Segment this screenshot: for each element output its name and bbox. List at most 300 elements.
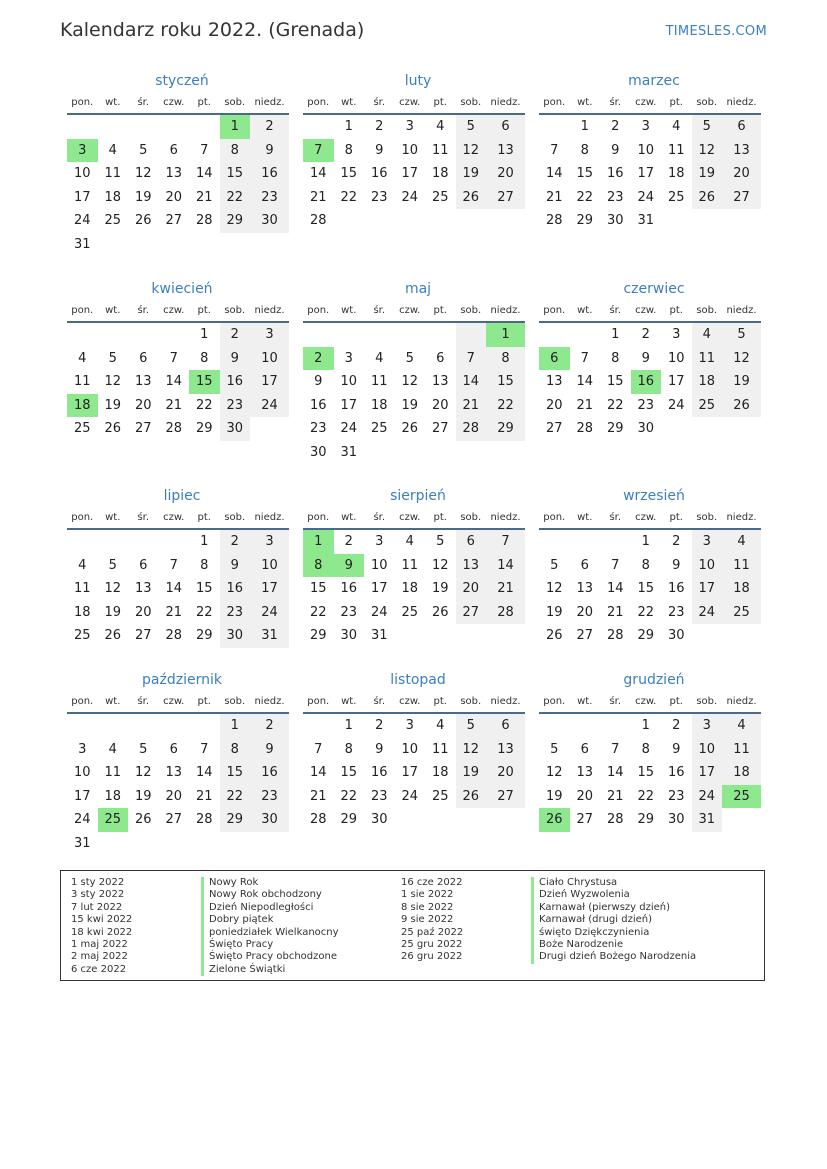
day-cell[interactable]: 25 (401, 604, 419, 620)
day-cell[interactable]: 16 (250, 162, 289, 186)
day-cell[interactable]: 24 (73, 812, 91, 827)
day-cell[interactable]: 17 (692, 577, 723, 601)
day-cell[interactable]: 12 (545, 581, 563, 596)
day-cell[interactable]: 17 (370, 581, 388, 596)
day-cell[interactable]: 26 (692, 186, 723, 210)
day-cell[interactable]: 14 (309, 765, 327, 780)
day-cell[interactable]: 9 (375, 741, 384, 757)
day-cell[interactable]: 23 (250, 785, 289, 809)
day-cell[interactable]: 1 (641, 534, 650, 549)
day-cell[interactable]: 14 (309, 166, 327, 181)
day-cell[interactable]: 5 (722, 323, 761, 347)
day-cell[interactable]: 12 (722, 347, 761, 371)
day-cell[interactable]: 1 (580, 119, 589, 134)
day-cell[interactable]: 20 (486, 761, 525, 785)
day-cell[interactable]: 7 (200, 142, 209, 158)
day-cell[interactable]: 19 (104, 604, 122, 620)
day-cell[interactable]: 3 (78, 741, 87, 757)
day-cell[interactable]: 8 (344, 741, 353, 757)
day-cell[interactable]: 27 (486, 785, 525, 809)
day-cell[interactable]: 22 (340, 189, 358, 205)
day-cell[interactable]: 13 (486, 738, 525, 762)
day-cell[interactable]: 26 (104, 628, 122, 643)
day-cell[interactable]: 20 (456, 577, 487, 601)
day-cell[interactable]: 22 (637, 788, 655, 804)
day-cell[interactable]: 9 (220, 554, 251, 578)
day-cell[interactable]: 16 (370, 166, 388, 181)
day-cell[interactable]: 3 (405, 718, 414, 733)
day-cell[interactable]: 13 (576, 765, 594, 780)
day-cell[interactable]: 29 (340, 812, 358, 827)
day-cell[interactable]: 29 (606, 421, 624, 436)
day-cell[interactable]: 21 (456, 394, 487, 418)
day-cell[interactable]: 18 (370, 397, 388, 413)
day-cell[interactable]: 30 (220, 417, 251, 441)
day-cell[interactable]: 2 (220, 323, 251, 347)
day-cell[interactable]: 30 (667, 812, 685, 827)
day-cell[interactable]: 28 (606, 812, 624, 827)
day-cell[interactable]: 7 (314, 741, 323, 757)
day-cell[interactable]: 14 (165, 581, 183, 596)
day-cell[interactable]: 31 (370, 628, 388, 643)
day-cell[interactable]: 1 (303, 530, 334, 554)
day-cell[interactable]: 31 (692, 808, 723, 832)
day-cell[interactable]: 20 (486, 162, 525, 186)
day-cell[interactable]: 4 (672, 119, 681, 134)
day-cell[interactable]: 25 (692, 394, 723, 418)
day-cell[interactable]: 24 (401, 189, 419, 205)
day-cell[interactable]: 20 (431, 397, 449, 413)
day-cell[interactable]: 22 (309, 604, 327, 620)
day-cell[interactable]: 30 (250, 808, 289, 832)
day-cell[interactable]: 8 (344, 142, 353, 158)
day-cell[interactable]: 28 (165, 628, 183, 643)
day-cell[interactable]: 9 (375, 142, 384, 158)
day-cell[interactable]: 7 (200, 741, 209, 757)
day-cell[interactable]: 9 (641, 350, 650, 366)
day-cell[interactable]: 7 (456, 347, 487, 371)
day-cell[interactable]: 3 (692, 714, 723, 738)
day-cell[interactable]: 3 (67, 139, 98, 163)
day-cell[interactable]: 1 (220, 714, 251, 738)
day-cell[interactable]: 1 (641, 718, 650, 733)
day-cell[interactable]: 4 (722, 530, 761, 554)
day-cell[interactable]: 21 (606, 788, 624, 804)
day-cell[interactable]: 26 (456, 785, 487, 809)
day-cell[interactable]: 27 (486, 186, 525, 210)
day-cell[interactable]: 10 (401, 741, 419, 757)
day-cell[interactable]: 22 (220, 785, 251, 809)
day-cell[interactable]: 14 (545, 166, 563, 181)
day-cell[interactable]: 28 (545, 213, 563, 228)
day-cell[interactable]: 10 (692, 738, 723, 762)
day-cell[interactable]: 24 (250, 601, 289, 625)
day-cell[interactable]: 26 (134, 213, 152, 228)
day-cell[interactable]: 23 (340, 604, 358, 620)
day-cell[interactable]: 10 (370, 557, 388, 573)
day-cell[interactable]: 12 (456, 738, 487, 762)
day-cell[interactable]: 6 (580, 557, 589, 573)
day-cell[interactable]: 27 (134, 628, 152, 643)
day-cell[interactable]: 12 (431, 557, 449, 573)
day-cell[interactable]: 17 (401, 166, 419, 181)
day-cell[interactable]: 20 (165, 189, 183, 205)
day-cell[interactable]: 27 (456, 601, 487, 625)
day-cell[interactable]: 10 (73, 166, 91, 181)
day-cell[interactable]: 7 (303, 139, 334, 163)
day-cell[interactable]: 30 (250, 209, 289, 233)
day-cell[interactable]: 12 (692, 139, 723, 163)
day-cell[interactable]: 20 (576, 604, 594, 620)
day-cell[interactable]: 22 (576, 189, 594, 205)
day-cell[interactable]: 7 (486, 530, 525, 554)
day-cell[interactable]: 28 (576, 421, 594, 436)
day-cell[interactable]: 28 (486, 601, 525, 625)
day-cell[interactable]: 28 (195, 812, 213, 827)
day-cell[interactable]: 16 (220, 370, 251, 394)
day-cell[interactable]: 29 (195, 421, 213, 436)
day-cell[interactable]: 6 (436, 350, 445, 366)
day-cell[interactable]: 31 (73, 835, 91, 851)
day-cell[interactable]: 14 (606, 765, 624, 780)
day-cell[interactable]: 27 (431, 421, 449, 436)
day-cell[interactable]: 9 (334, 554, 365, 578)
day-cell[interactable]: 24 (370, 604, 388, 620)
brand-logo[interactable]: TIMESLES.COM (665, 24, 767, 39)
day-cell[interactable]: 12 (545, 765, 563, 780)
day-cell[interactable]: 3 (250, 530, 289, 554)
day-cell[interactable]: 15 (220, 761, 251, 785)
day-cell[interactable]: 16 (220, 577, 251, 601)
day-cell[interactable]: 19 (545, 604, 563, 620)
day-cell[interactable]: 7 (169, 350, 178, 366)
day-cell[interactable]: 19 (134, 788, 152, 804)
day-cell[interactable]: 22 (195, 397, 213, 413)
day-cell[interactable]: 4 (78, 557, 87, 573)
day-cell[interactable]: 18 (104, 189, 122, 205)
day-cell[interactable]: 13 (456, 554, 487, 578)
day-cell[interactable]: 11 (104, 765, 122, 780)
day-cell[interactable]: 13 (165, 765, 183, 780)
day-cell[interactable]: 25 (722, 785, 761, 809)
day-cell[interactable]: 7 (611, 741, 620, 757)
day-cell[interactable]: 8 (303, 554, 334, 578)
day-cell[interactable]: 11 (370, 374, 388, 389)
day-cell[interactable]: 15 (189, 370, 220, 394)
day-cell[interactable]: 3 (641, 119, 650, 134)
day-cell[interactable]: 18 (692, 370, 723, 394)
day-cell[interactable]: 25 (104, 213, 122, 228)
day-cell[interactable]: 29 (486, 417, 525, 441)
day-cell[interactable]: 21 (309, 189, 327, 205)
day-cell[interactable]: 13 (486, 139, 525, 163)
day-cell[interactable]: 5 (139, 142, 148, 158)
day-cell[interactable]: 28 (165, 421, 183, 436)
day-cell[interactable]: 22 (340, 788, 358, 804)
day-cell[interactable]: 6 (486, 714, 525, 738)
day-cell[interactable]: 10 (692, 554, 723, 578)
day-cell[interactable]: 15 (340, 765, 358, 780)
day-cell[interactable]: 24 (73, 213, 91, 228)
day-cell[interactable]: 18 (104, 788, 122, 804)
day-cell[interactable]: 30 (667, 628, 685, 643)
day-cell[interactable]: 23 (606, 189, 624, 205)
day-cell[interactable]: 23 (637, 397, 655, 413)
day-cell[interactable]: 8 (641, 557, 650, 573)
day-cell[interactable]: 30 (606, 213, 624, 228)
day-cell[interactable]: 21 (165, 397, 183, 413)
day-cell[interactable]: 24 (401, 788, 419, 804)
day-cell[interactable]: 4 (436, 119, 445, 134)
day-cell[interactable]: 2 (375, 718, 384, 733)
day-cell[interactable]: 6 (580, 741, 589, 757)
day-cell[interactable]: 29 (195, 628, 213, 643)
day-cell[interactable]: 25 (98, 808, 129, 832)
day-cell[interactable]: 4 (108, 142, 117, 158)
day-cell[interactable]: 1 (344, 718, 353, 733)
day-cell[interactable]: 19 (104, 397, 122, 413)
day-cell[interactable]: 23 (667, 788, 685, 804)
day-cell[interactable]: 18 (67, 394, 98, 418)
day-cell[interactable]: 19 (134, 189, 152, 205)
day-cell[interactable]: 8 (200, 350, 209, 366)
day-cell[interactable]: 13 (545, 374, 563, 389)
day-cell[interactable]: 22 (220, 186, 251, 210)
day-cell[interactable]: 2 (672, 534, 681, 549)
day-cell[interactable]: 2 (220, 530, 251, 554)
day-cell[interactable]: 30 (340, 628, 358, 643)
day-cell[interactable]: 15 (309, 581, 327, 596)
day-cell[interactable]: 10 (637, 142, 655, 158)
day-cell[interactable]: 4 (405, 534, 414, 549)
day-cell[interactable]: 2 (611, 119, 620, 134)
day-cell[interactable]: 27 (165, 812, 183, 827)
day-cell[interactable]: 26 (722, 394, 761, 418)
day-cell[interactable]: 7 (169, 557, 178, 573)
day-cell[interactable]: 30 (220, 624, 251, 648)
day-cell[interactable]: 21 (545, 189, 563, 205)
day-cell[interactable]: 24 (667, 397, 685, 413)
day-cell[interactable]: 29 (637, 628, 655, 643)
day-cell[interactable]: 21 (606, 604, 624, 620)
day-cell[interactable]: 15 (637, 581, 655, 596)
day-cell[interactable]: 14 (456, 370, 487, 394)
day-cell[interactable]: 6 (139, 557, 148, 573)
day-cell[interactable]: 19 (431, 581, 449, 596)
day-cell[interactable]: 3 (672, 327, 681, 342)
day-cell[interactable]: 14 (195, 765, 213, 780)
day-cell[interactable]: 22 (486, 394, 525, 418)
day-cell[interactable]: 31 (250, 624, 289, 648)
day-cell[interactable]: 6 (139, 350, 148, 366)
day-cell[interactable]: 27 (576, 628, 594, 643)
day-cell[interactable]: 16 (667, 581, 685, 596)
day-cell[interactable]: 1 (200, 327, 209, 342)
day-cell[interactable]: 31 (340, 444, 358, 460)
day-cell[interactable]: 16 (370, 765, 388, 780)
day-cell[interactable]: 2 (641, 327, 650, 342)
day-cell[interactable]: 11 (73, 581, 91, 596)
day-cell[interactable]: 4 (375, 350, 384, 366)
day-cell[interactable]: 15 (220, 162, 251, 186)
day-cell[interactable]: 16 (667, 765, 685, 780)
day-cell[interactable]: 24 (637, 189, 655, 205)
day-cell[interactable]: 15 (486, 370, 525, 394)
day-cell[interactable]: 2 (250, 115, 289, 139)
day-cell[interactable]: 9 (672, 741, 681, 757)
day-cell[interactable]: 12 (134, 765, 152, 780)
day-cell[interactable]: 25 (431, 788, 449, 804)
day-cell[interactable]: 19 (692, 162, 723, 186)
day-cell[interactable]: 16 (309, 397, 327, 413)
day-cell[interactable]: 18 (722, 577, 761, 601)
day-cell[interactable]: 9 (672, 557, 681, 573)
day-cell[interactable]: 13 (431, 374, 449, 389)
day-cell[interactable]: 21 (309, 788, 327, 804)
day-cell[interactable]: 10 (250, 554, 289, 578)
day-cell[interactable]: 26 (456, 186, 487, 210)
day-cell[interactable]: 31 (73, 236, 91, 252)
day-cell[interactable]: 8 (220, 738, 251, 762)
day-cell[interactable]: 5 (405, 350, 414, 366)
day-cell[interactable]: 21 (195, 189, 213, 205)
day-cell[interactable]: 14 (165, 374, 183, 389)
day-cell[interactable]: 14 (195, 166, 213, 181)
day-cell[interactable]: 4 (78, 350, 87, 366)
day-cell[interactable]: 3 (250, 323, 289, 347)
day-cell[interactable]: 21 (486, 577, 525, 601)
day-cell[interactable]: 28 (309, 213, 327, 228)
day-cell[interactable]: 25 (722, 601, 761, 625)
day-cell[interactable]: 24 (692, 601, 723, 625)
day-cell[interactable]: 3 (692, 530, 723, 554)
day-cell[interactable]: 26 (545, 628, 563, 643)
day-cell[interactable]: 9 (250, 738, 289, 762)
day-cell[interactable]: 19 (456, 162, 487, 186)
day-cell[interactable]: 23 (220, 601, 251, 625)
day-cell[interactable]: 7 (611, 557, 620, 573)
day-cell[interactable]: 26 (401, 421, 419, 436)
day-cell[interactable]: 17 (250, 577, 289, 601)
day-cell[interactable]: 2 (672, 718, 681, 733)
day-cell[interactable]: 17 (73, 788, 91, 804)
day-cell[interactable]: 27 (134, 421, 152, 436)
day-cell[interactable]: 6 (539, 347, 570, 371)
day-cell[interactable]: 17 (340, 397, 358, 413)
day-cell[interactable]: 7 (550, 142, 559, 158)
day-cell[interactable]: 24 (692, 785, 723, 809)
day-cell[interactable]: 5 (692, 115, 723, 139)
day-cell[interactable]: 14 (606, 581, 624, 596)
day-cell[interactable]: 18 (722, 761, 761, 785)
day-cell[interactable]: 23 (370, 788, 388, 804)
day-cell[interactable]: 15 (340, 166, 358, 181)
day-cell[interactable]: 5 (550, 557, 559, 573)
day-cell[interactable]: 19 (401, 397, 419, 413)
day-cell[interactable]: 25 (370, 421, 388, 436)
day-cell[interactable]: 2 (344, 534, 353, 549)
day-cell[interactable]: 19 (722, 370, 761, 394)
day-cell[interactable]: 6 (486, 115, 525, 139)
day-cell[interactable]: 31 (637, 213, 655, 228)
day-cell[interactable]: 16 (340, 581, 358, 596)
day-cell[interactable]: 12 (401, 374, 419, 389)
day-cell[interactable]: 8 (200, 557, 209, 573)
day-cell[interactable]: 5 (456, 714, 487, 738)
day-cell[interactable]: 7 (580, 350, 589, 366)
day-cell[interactable]: 20 (576, 788, 594, 804)
day-cell[interactable]: 8 (611, 350, 620, 366)
day-cell[interactable]: 18 (401, 581, 419, 596)
day-cell[interactable]: 20 (545, 397, 563, 413)
day-cell[interactable]: 5 (139, 741, 148, 757)
day-cell[interactable]: 23 (309, 421, 327, 436)
day-cell[interactable]: 17 (250, 370, 289, 394)
day-cell[interactable]: 27 (165, 213, 183, 228)
day-cell[interactable]: 16 (631, 370, 662, 394)
day-cell[interactable]: 30 (370, 812, 388, 827)
day-cell[interactable]: 3 (344, 350, 353, 366)
day-cell[interactable]: 28 (606, 628, 624, 643)
day-cell[interactable]: 24 (340, 421, 358, 436)
day-cell[interactable]: 5 (550, 741, 559, 757)
day-cell[interactable]: 15 (637, 765, 655, 780)
day-cell[interactable]: 10 (250, 347, 289, 371)
day-cell[interactable]: 22 (195, 604, 213, 620)
day-cell[interactable]: 15 (576, 166, 594, 181)
day-cell[interactable]: 23 (370, 189, 388, 205)
day-cell[interactable]: 29 (309, 628, 327, 643)
day-cell[interactable]: 26 (539, 808, 570, 832)
day-cell[interactable]: 5 (456, 115, 487, 139)
day-cell[interactable]: 18 (431, 765, 449, 780)
day-cell[interactable]: 11 (431, 142, 449, 158)
day-cell[interactable]: 12 (456, 139, 487, 163)
day-cell[interactable]: 4 (692, 323, 723, 347)
day-cell[interactable]: 4 (436, 718, 445, 733)
day-cell[interactable]: 15 (195, 581, 213, 596)
day-cell[interactable]: 10 (401, 142, 419, 158)
day-cell[interactable]: 25 (667, 189, 685, 205)
day-cell[interactable]: 18 (431, 166, 449, 181)
day-cell[interactable]: 26 (134, 812, 152, 827)
day-cell[interactable]: 28 (456, 417, 487, 441)
day-cell[interactable]: 10 (667, 350, 685, 366)
day-cell[interactable]: 20 (134, 397, 152, 413)
day-cell[interactable]: 12 (104, 374, 122, 389)
day-cell[interactable]: 10 (340, 374, 358, 389)
day-cell[interactable]: 6 (722, 115, 761, 139)
day-cell[interactable]: 10 (73, 765, 91, 780)
day-cell[interactable]: 22 (606, 397, 624, 413)
day-cell[interactable]: 1 (220, 115, 251, 139)
day-cell[interactable]: 13 (134, 581, 152, 596)
day-cell[interactable]: 30 (309, 444, 327, 460)
day-cell[interactable]: 23 (220, 394, 251, 418)
day-cell[interactable]: 26 (104, 421, 122, 436)
day-cell[interactable]: 17 (73, 189, 91, 205)
day-cell[interactable]: 24 (250, 394, 289, 418)
day-cell[interactable]: 9 (611, 142, 620, 158)
day-cell[interactable]: 11 (667, 142, 685, 158)
day-cell[interactable]: 13 (134, 374, 152, 389)
day-cell[interactable]: 4 (722, 714, 761, 738)
day-cell[interactable]: 5 (108, 350, 117, 366)
day-cell[interactable]: 13 (165, 166, 183, 181)
day-cell[interactable]: 12 (134, 166, 152, 181)
day-cell[interactable]: 20 (722, 162, 761, 186)
day-cell[interactable]: 3 (375, 534, 384, 549)
